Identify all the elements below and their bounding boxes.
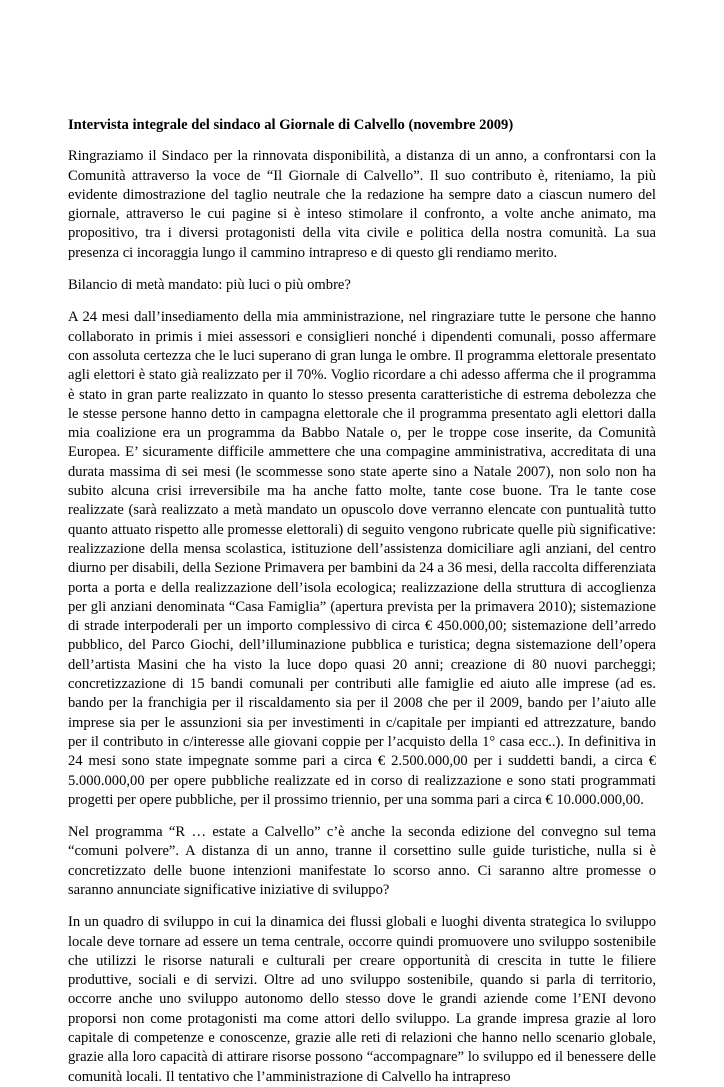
answer-1: A 24 mesi dall’insediamento della mia amministrazione, nel ringraziare tutte le persone che hanno collaborato in primis i miei assessori e consiglieri nonché i dipendenti comunali, posso affermare con assoluta certezza che le luci superano di gran lunga le ombre. Il programma elettorale presentato agli elettori è stato già realizzato per il 70%. Voglio ricordare a chi adesso afferma che il programma è stato in gran parte realizzato in quanto lo stesso presenta caratteristiche di estrema debolezza che le stesse persone hanno detto in campagna elettorale che il programma presentato agli elettori dalla mia coalizione era un programma da Babbo Natale o, per le troppe cose inserite, da Comunità Europea. E’ sicuramente difficile ammettere che una compagine amministrativa, accreditata di una durata massima di sei mesi (le scommesse sono state aperte sino a Natale 2007), non solo non ha subito alcuna crisi irreversibile ma ha anche fatto molte, tante cose buone. Tra le tante cose realizzate (sarà realizzato a metà mandato un opuscolo dove verranno elencate con puntualità tutto quanto attuato rispetto alle promesse elettorali) di seguito vengono rubricate quelle più significative: realizzazione della mensa scolastica, istituzione dell’assistenza domiciliare agli anziani, del centro diurno per disabili, della Sezione Primavera per bambini da 24 a 36 mesi, della raccolta differenziata porta a porta e della realizzazione dell’isola ecologica; realizzazione della struttura di accoglienza per gli anziani denominata “Casa Famiglia” (apertura prevista per la primavera 2010); sistemazione di strade interpoderali per un importo complessivo di circa € 450.000,00; sistemazione dell’arredo pubblico, del Parco Giochi, dell’illuminazione pubblica e turistica; degna sistemazione dell’opera dell’artista Masini che ha visto la luce dopo quasi 20 anni; creazione di 80 nuovi parcheggi; concretizzazione di 15 bandi comunali per contributi alle famiglie ed aiuto alle imprese (ad es. bando per la franchigia per il riscaldamento sia per il 2008 che per il 2009, bando per l’aiuto alle imprese sia per le assunzioni sia per investimenti in c/capitale per impianti ed attrezzature, bando per il contributo in c/interesse alle giovani coppie per l’acquisto della 1° casa ecc..). In definitiva in 24 mesi sono state impegnate somme pari a circa € 2.500.000,00 per i suddetti bandi, a circa € 5.000.000,00 per opere pubbliche realizzate ed in corso di realizzazione e sono stati programmati progetti per opere pubbliche, per il prossimo triennio, per una somma pari a circa € 10.000.000,00. — [68, 309, 656, 808]
intro-paragraph: Ringraziamo il Sindaco per la rinnovata disponibilità, a distanza di un anno, a confrontarsi con la Comunità attraverso la voce de “Il Giornale di Calvello”. Il suo contributo è, riteniamo, la più evidente dimostrazione del taglio neutrale che la redazione ha sempre dato a ciascun numero del giornale, attraverso le cui pagine si è inteso stimolare il confronto, a volte anche animato, ma propositivo, tra i diversi protagonisti della vita civile e politica della nostra comunità. La sua presenza ci incoraggia lungo il cammino intrapreso e di questo gli rendiamo merito. — [68, 148, 656, 261]
answer-2: In un quadro di sviluppo in cui la dinamica dei flussi globali e luoghi diventa strategica lo sviluppo locale deve tornare ad essere un tema centrale, occorre quindi promuovere uno sviluppo sostenibile che utilizzi le risorse naturali e culturali per creare opportunità di crescita in tutte le filiere produttive, sociali e di servizi. Oltre ad uno sviluppo sostenibile, quando si parla di territorio, occorre anche uno sviluppo autonomo dello stesso dove le grandi aziende come l’ENI devono proporsi non come protagonisti ma come attori dello sviluppo. La grande impresa grazie al loro capitale di competenze e conoscenze, grazie alle reti di relazioni che hanno nello scenario globale, grazie alla loro capacità di attirare risorse possono “accompagnare” lo sviluppo ed il benessere delle comunità locali. Il tentativo che l’amministrazione di Calvello ha intrapreso — [68, 914, 656, 1085]
document-title: Intervista integrale del sindaco al Giornale di Calvello (novembre 2009) — [68, 117, 514, 133]
question-2: Nel programma “R … estate a Calvello” c’è anche la seconda edizione del convegno sul tema “comuni polvere”. A distanza di un anno, tranne il corsettino sulle guide turistiche, nulla si è concretizzato delle buone intenzioni manifestate lo scorso anno. Ci saranno altre promesse o saranno annunciate significative iniziative di sviluppo? — [68, 824, 656, 898]
question-1: Bilancio di metà mandato: più luci o più ombre? — [68, 277, 351, 294]
